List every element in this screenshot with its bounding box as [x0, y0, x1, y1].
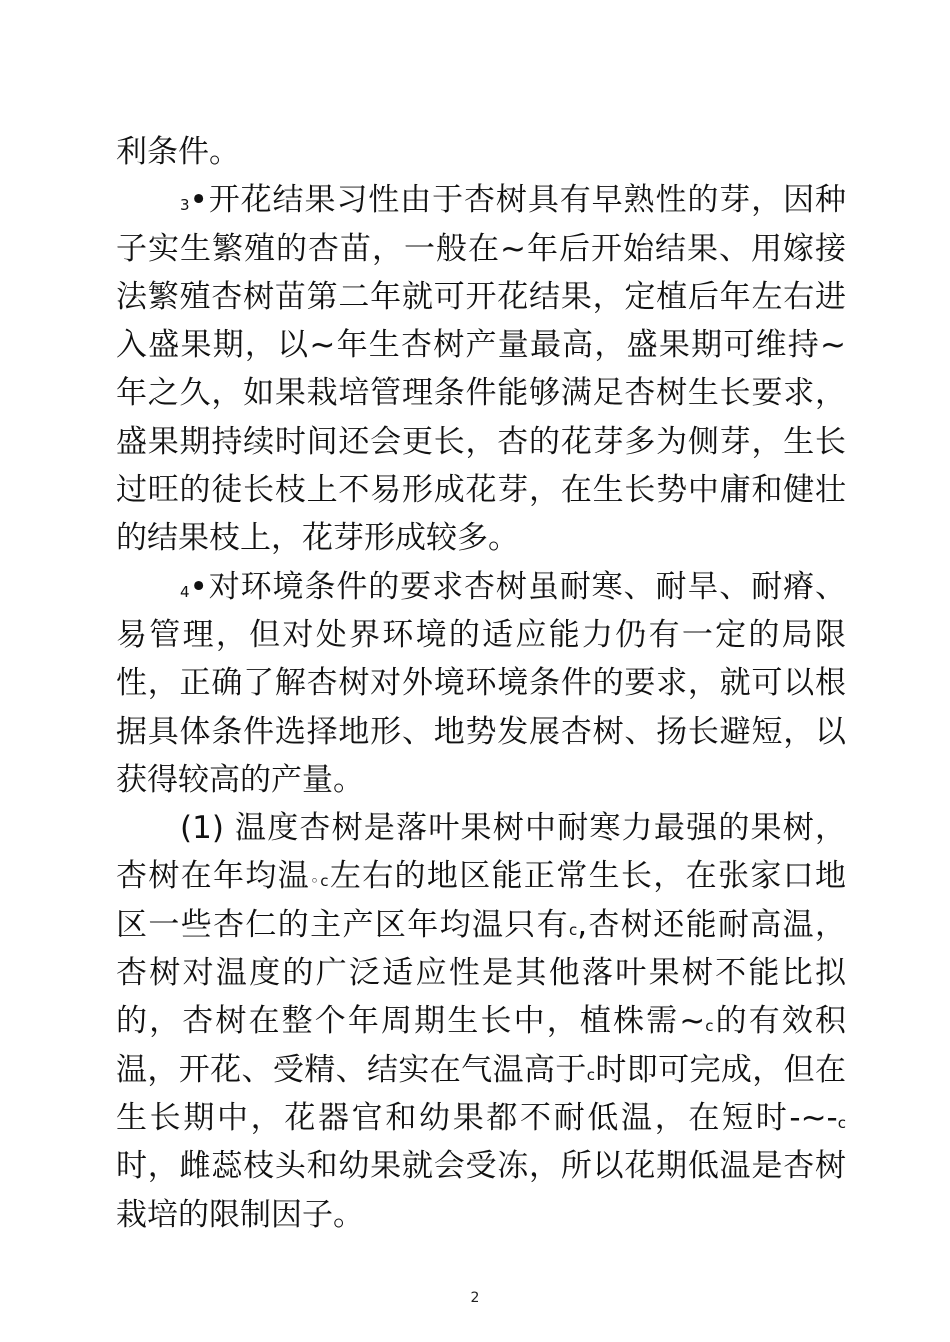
text-segment: (1) 温度杏树是落叶果树中耐寒力最强的果树，杏树在年均温 [116, 810, 846, 895]
unit-mark: c [837, 1113, 846, 1132]
unit-mark: c [705, 1017, 714, 1036]
text-segment: 时即可完成，但在生长期中，花器官和幼果都不耐低温，在短时-~- [116, 1051, 847, 1136]
unit-mark: ◦c [310, 872, 329, 891]
paragraph-temperature [116, 804, 846, 1239]
paragraph-text: •对环境条件的要求杏树虽耐寒、耐旱、耐瘠、易管理，但对处界环境的适应能力仍有一定的局限性，正确了解杏树对外境环境条件的要求，就可以根据具体条件选择地形、地势发展杏树、扬长避短，以获得较高的产量。 [116, 568, 846, 798]
text-segment: ,杏树还能耐高温，杏树对温度的广泛适应性是其他落叶果树不能比拟的，杏树在整个年周期生长中，植株需~ [116, 906, 847, 1040]
paragraph-4-environment [116, 563, 846, 804]
unit-mark: c [569, 920, 578, 939]
paragraph-marker: 3 [180, 196, 190, 215]
paragraph-marker: 4 [180, 582, 190, 601]
paragraph-continuation [116, 128, 846, 176]
text-segment: 时，雌蕊枝头和幼果就会受冻，所以花期低温是杏树栽培的限制因子。 [116, 1148, 846, 1233]
unit-mark: c [586, 1065, 595, 1084]
paragraph-text: •开花结果习性由于杏树具有早熟性的芽，因种子实生繁殖的杏苗，一般在~年后开始结果、用嫁接法繁殖杏树苗第二年就可开花结果，定植后年左右进入盛果期，以~年生杏树产量最高，盛果期可维持~年之久，如果栽培管理条件能够满足杏树生长要求，盛果期持续时间还会更长，杏的花芽多为侧芽，生长过旺的徒长枝上不易形成花芽，在生长势中庸和健壮的结果枝上，花芽形成较多。 [116, 182, 846, 557]
text-segment: 左右的地区能正常生长，在张家口地区一些杏仁的主产区年均温只有 [116, 858, 847, 943]
paragraph-3-flowering [116, 176, 846, 562]
paragraph-text: 利条件。 [116, 134, 240, 170]
text-segment: 的有效积温，开花、受精、结实在气温高于 [116, 1003, 846, 1088]
page-number: 2 [470, 1290, 480, 1306]
body-text [116, 128, 846, 1239]
